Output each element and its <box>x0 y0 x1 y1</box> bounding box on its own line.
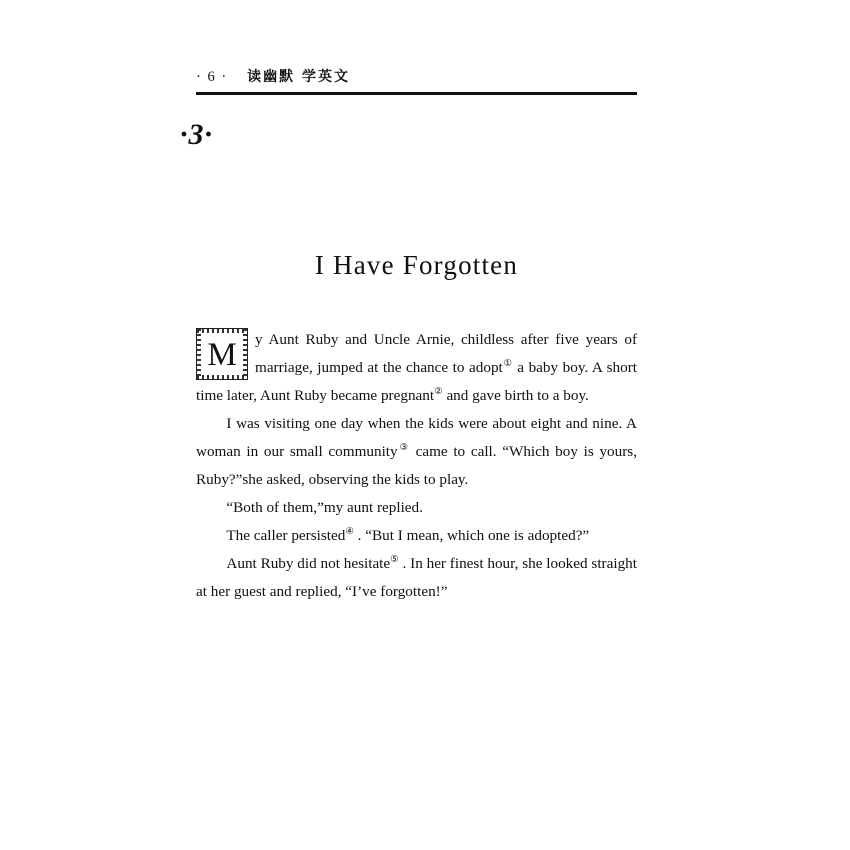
footnote-marker-4: ④ <box>345 526 354 537</box>
footnote-marker-5: ⑤ <box>390 554 399 565</box>
paragraph-4 <box>196 522 637 550</box>
paragraph-4-text-a: The caller persisted <box>226 527 346 544</box>
paragraph-2-text-b: came to call. “Which boy is yours, Ruby?”she asked, observing the kids to play. <box>196 443 637 488</box>
book-title: 读幽默 学英文 <box>247 69 350 85</box>
page-header <box>196 66 636 86</box>
paragraph-5-text-a: Aunt Ruby did not hesitate <box>226 555 391 572</box>
footnote-marker-2: ② <box>434 386 443 397</box>
footnote-marker-3: ③ <box>397 442 410 453</box>
body-text <box>196 326 637 606</box>
paragraph-5 <box>196 550 637 606</box>
paragraph-1 <box>196 326 637 410</box>
paragraph-1-text-b: a baby boy. A short time later, Aunt Ruby became pregnant <box>196 359 637 404</box>
paragraph-1-text-c: and gave birth to a boy. <box>442 387 589 404</box>
chapter-number: ·3· <box>180 118 213 151</box>
header-rule <box>196 92 637 95</box>
paragraph-4-text-b: . “But I mean, which one is adopted?” <box>353 527 590 544</box>
paragraph-2 <box>196 410 637 494</box>
page-title: I Have Forgotten <box>314 250 519 280</box>
paragraph-3 <box>196 494 637 522</box>
footnote-marker-1: ① <box>502 358 513 369</box>
paragraph-1-text-a: y Aunt Ruby and Uncle Arnie, childless after five years of marriage, jumped at the chance to adopt <box>255 331 637 376</box>
page-number: · 6 · <box>196 69 228 85</box>
drop-cap: M <box>196 328 248 380</box>
paragraph-3-text: “Both of them,”my aunt replied. <box>226 499 423 516</box>
paragraph-5-text-b: . In her finest hour, she looked straight at her guest and replied, “I’ve forgotten!” <box>196 555 637 600</box>
paragraph-2-text-a: I was visiting one day when the kids were about eight and nine. A woman in our small community <box>196 415 637 460</box>
